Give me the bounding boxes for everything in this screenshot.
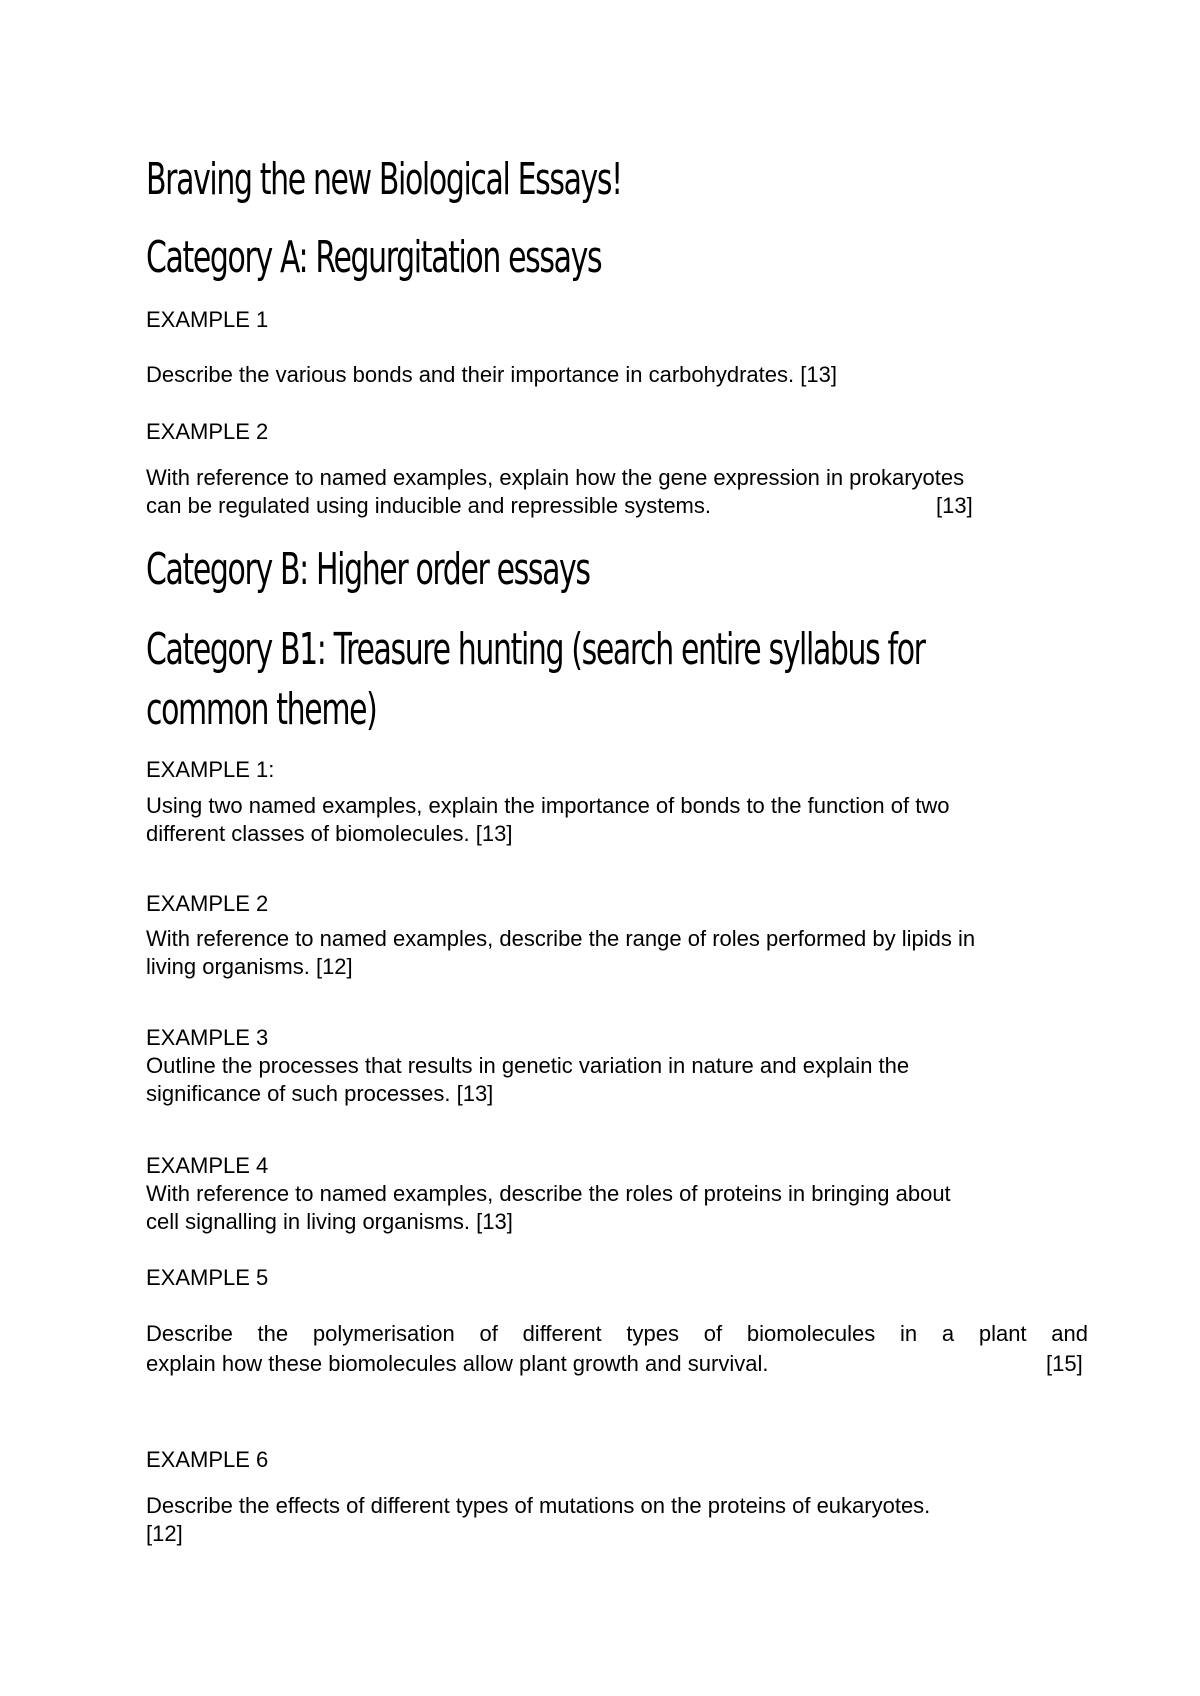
category-a-example-2-text-line-1: With reference to named examples, explain how the gene expression in prokaryotes (146, 465, 965, 490)
category-b1-example-3-text-line-2: significance of such processes. [13] (146, 1081, 494, 1106)
category-b-heading: Category B: Higher order essays (146, 544, 590, 595)
category-b1-example-5-text-line-1: Describe the polymerisation of different types of biomolecules in a plant and (146, 1321, 1088, 1346)
category-b1-example-2-label: EXAMPLE 2 (146, 891, 269, 916)
category-b1-example-3-label: EXAMPLE 3 (146, 1025, 269, 1050)
category-b1-example-5-label: EXAMPLE 5 (146, 1265, 269, 1290)
category-b1-example-2-text-line-1: With reference to named examples, describe the range of roles performed by lipids in (146, 926, 976, 951)
document-title: Braving the new Biological Essays! (146, 154, 622, 205)
category-a-example-2-text-line-2: can be regulated using inducible and repressible systems. (146, 493, 711, 518)
category-b1-heading-line-2: common theme) (146, 684, 377, 735)
category-a-example-1-text: Describe the various bonds and their importance in carbohydrates. [13] (146, 362, 837, 387)
category-a-example-1-label: EXAMPLE 1 (146, 307, 269, 332)
category-b1-example-1-label: EXAMPLE 1: (146, 757, 275, 782)
category-b1-example-5-text-line-2: explain how these biomolecules allow plant growth and survival. (146, 1351, 769, 1376)
category-b1-example-2-text-line-2: living organisms. [12] (146, 954, 353, 979)
category-b1-heading-line-1: Category B1: Treasure hunting (search entire syllabus for (146, 624, 925, 675)
category-b1-example-4-text-line-1: With reference to named examples, describe the roles of proteins in bringing about (146, 1181, 951, 1206)
category-a-example-2-mark: [13] (936, 493, 973, 518)
category-b1-example-6-text-line-1: Describe the effects of different types of mutations on the proteins of eukaryotes. (146, 1493, 931, 1518)
category-b1-example-3-text-line-1: Outline the processes that results in genetic variation in nature and explain the (146, 1053, 910, 1078)
category-b1-example-5-mark: [15] (1046, 1351, 1083, 1376)
category-a-heading: Category A: Regurgitation essays (146, 232, 602, 283)
category-b1-example-4-label: EXAMPLE 4 (146, 1153, 269, 1178)
category-b1-example-6-text-line-2: [12] (146, 1521, 183, 1546)
category-b1-example-4-text-line-2: cell signalling in living organisms. [13] (146, 1209, 513, 1234)
category-b1-example-1-text-line-2: different classes of biomolecules. [13] (146, 821, 513, 846)
category-b1-example-6-label: EXAMPLE 6 (146, 1447, 269, 1472)
category-a-example-2-label: EXAMPLE 2 (146, 419, 269, 444)
category-b1-example-1-text-line-1: Using two named examples, explain the importance of bonds to the function of two (146, 793, 950, 818)
